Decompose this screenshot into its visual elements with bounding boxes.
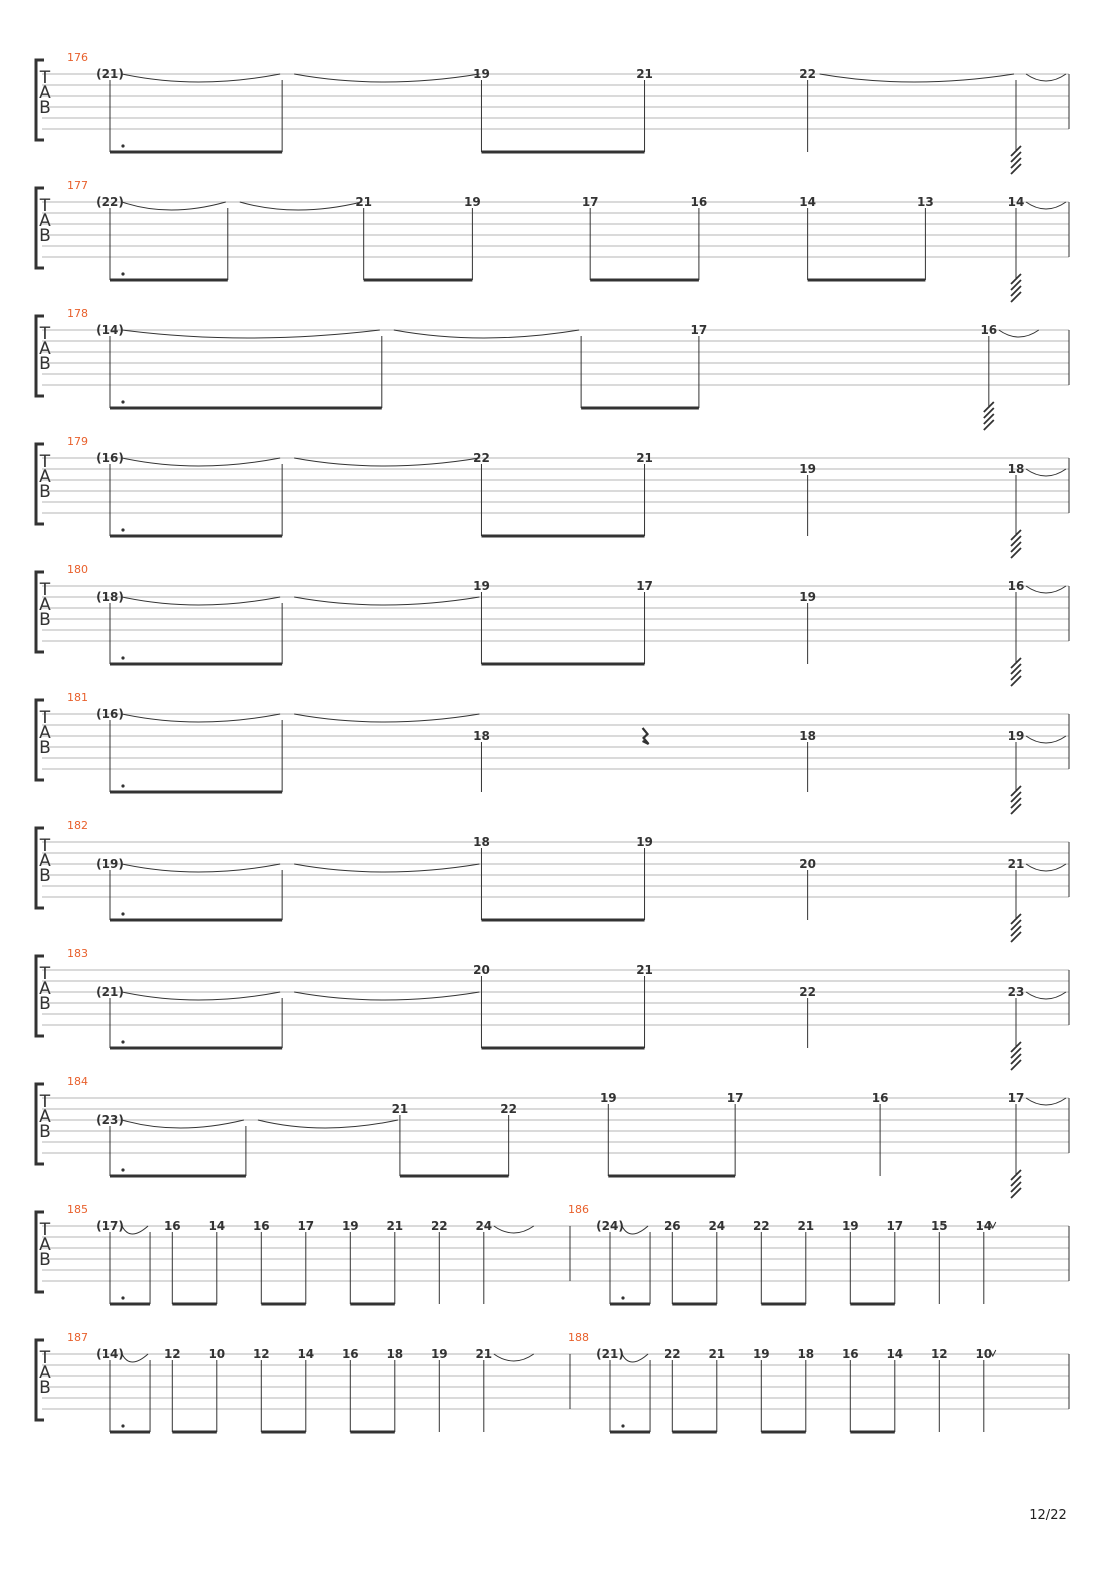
measure — [67, 1331, 534, 1432]
fret-number: 14 — [208, 1219, 226, 1233]
tab-clef-letter: B — [39, 354, 51, 374]
tie-arc — [294, 714, 479, 722]
duration-dot — [621, 1424, 624, 1427]
fret-number: 19 — [341, 1219, 359, 1233]
fret-number: 22 — [500, 1102, 517, 1116]
fret-number: (22) — [96, 195, 124, 209]
tab-clef-letter: T — [39, 1348, 51, 1368]
tab-system — [36, 179, 1069, 302]
tie-arc — [1026, 469, 1066, 476]
fret-number: 16 — [871, 1091, 889, 1105]
tab-clef-letter: A — [39, 979, 51, 999]
measure-number: 188 — [568, 1331, 589, 1344]
tie-arc — [1026, 202, 1066, 209]
fret-number: 19 — [841, 1219, 859, 1233]
fret-number: 14 — [1007, 195, 1025, 209]
tab-clef-letter: B — [39, 98, 51, 118]
fret-number: 19 — [799, 590, 816, 604]
fret-number: 21 — [355, 195, 373, 209]
fret-number: 23 — [1007, 985, 1025, 999]
fret-number: 19 — [1007, 729, 1025, 743]
tie-arc — [999, 330, 1039, 337]
fret-number: 21 — [1007, 857, 1025, 871]
fret-number: 18 — [797, 1347, 815, 1361]
tie-arc — [294, 864, 479, 872]
fret-number: 10 — [975, 1347, 993, 1361]
tab-system — [36, 435, 1069, 558]
tab-system — [36, 307, 1069, 430]
tab-system — [36, 819, 1069, 942]
tab-clef-letter: B — [39, 866, 51, 886]
tie-arc — [622, 1354, 648, 1362]
measure — [67, 563, 1066, 686]
fret-number: 22 — [799, 67, 816, 81]
fret-number: 26 — [663, 1219, 681, 1233]
tab-clef-letter: A — [39, 723, 51, 743]
fret-number: 15 — [930, 1219, 948, 1233]
tab-clef-letter: A — [39, 467, 51, 487]
fret-number: 13 — [917, 195, 934, 209]
tie-arc — [122, 1354, 148, 1362]
fret-number: 21 — [797, 1219, 815, 1233]
fret-number: 21 — [475, 1347, 493, 1361]
duration-dot — [121, 784, 124, 787]
fret-number: 22 — [752, 1219, 770, 1233]
tab-clef-letter: T — [39, 836, 51, 856]
duration-dot — [121, 400, 124, 403]
tab-clef-letter: B — [39, 1250, 51, 1270]
measure — [67, 307, 1039, 430]
fret-number: (24) — [596, 1219, 624, 1233]
tab-system — [36, 1075, 1069, 1198]
measure — [67, 1075, 1066, 1198]
fret-number: 17 — [581, 195, 599, 209]
measure — [67, 1203, 534, 1304]
tie-arc — [122, 1120, 244, 1128]
fret-number: 20 — [799, 857, 816, 871]
fret-number: 12 — [163, 1347, 181, 1361]
tab-clef-letter: A — [39, 1235, 51, 1255]
tie-arc — [122, 992, 280, 1000]
tie-arc — [122, 458, 280, 466]
tie-arc — [820, 74, 1014, 82]
fret-number: 12 — [930, 1347, 948, 1361]
fret-number: 16 — [252, 1219, 270, 1233]
fret-number: 12 — [252, 1347, 270, 1361]
fret-number: (18) — [96, 590, 124, 604]
duration-dot — [121, 528, 124, 531]
tab-clef-letter: B — [39, 610, 51, 630]
fret-number: (16) — [96, 451, 124, 465]
fret-number: 16 — [980, 323, 998, 337]
fret-number: 19 — [430, 1347, 448, 1361]
duration-dot — [121, 272, 124, 275]
tab-system — [36, 691, 1069, 814]
fret-number: 18 — [473, 729, 490, 743]
measure-number: 181 — [67, 691, 88, 704]
fret-number: 14 — [975, 1219, 993, 1233]
fret-number: 20 — [473, 963, 490, 977]
fret-number: 22 — [473, 451, 490, 465]
tab-clef-letter: B — [39, 738, 51, 758]
fret-number: (14) — [96, 1347, 124, 1361]
tie-arc — [1026, 736, 1066, 743]
fret-number: (21) — [96, 67, 124, 81]
measure — [67, 819, 1066, 942]
tie-arc — [240, 202, 362, 210]
fret-number: 21 — [708, 1347, 726, 1361]
tie-arc — [122, 1226, 148, 1234]
fret-number: 22 — [430, 1219, 448, 1233]
measure-number: 179 — [67, 435, 88, 448]
duration-dot — [121, 656, 124, 659]
fret-number: 19 — [473, 579, 490, 593]
fret-number: 16 — [1007, 579, 1025, 593]
tie-arc — [1026, 864, 1066, 871]
tab-clef-letter: B — [39, 994, 51, 1014]
tab-system — [36, 1203, 1069, 1304]
fret-number: (21) — [96, 985, 124, 999]
fret-number: 22 — [799, 985, 816, 999]
tab-clef-letter: A — [39, 1363, 51, 1383]
tab-clef-letter: T — [39, 964, 51, 984]
page-number: 12/22 — [1029, 1508, 1067, 1523]
tab-system — [36, 1331, 1069, 1432]
tie-arc — [294, 458, 479, 466]
fret-number: 24 — [708, 1219, 726, 1233]
fret-number: 16 — [690, 195, 708, 209]
fret-number: (14) — [96, 323, 124, 337]
tie-arc — [494, 1354, 534, 1361]
tie-arc — [122, 330, 380, 338]
measure — [67, 947, 1066, 1070]
duration-dot — [121, 1424, 124, 1427]
fret-number: 18 — [799, 729, 816, 743]
fret-number: 21 — [386, 1219, 404, 1233]
duration-dot — [621, 1296, 624, 1299]
measure-number: 186 — [568, 1203, 589, 1216]
tie-arc — [394, 330, 579, 338]
tab-clef-letter: T — [39, 708, 51, 728]
duration-dot — [121, 144, 124, 147]
fret-number: 17 — [636, 579, 653, 593]
measure — [67, 179, 1066, 302]
fret-number: 17 — [1007, 1091, 1025, 1105]
tie-arc — [1026, 74, 1066, 81]
measure — [67, 435, 1066, 558]
measure — [67, 51, 1066, 174]
measure-number: 176 — [67, 51, 88, 64]
tie-arc — [294, 74, 479, 82]
fret-number: (21) — [596, 1347, 624, 1361]
tab-clef-letter: A — [39, 1107, 51, 1127]
tab-clef-letter: T — [39, 580, 51, 600]
fret-number: 18 — [386, 1347, 404, 1361]
tab-clef-letter: A — [39, 211, 51, 231]
tab-clef-letter: T — [39, 68, 51, 88]
fret-number: 22 — [663, 1347, 681, 1361]
fret-number: 17 — [297, 1219, 315, 1233]
tab-clef-letter: A — [39, 851, 51, 871]
fret-number: (17) — [96, 1219, 124, 1233]
tab-clef-letter: T — [39, 196, 51, 216]
tie-arc — [1026, 1098, 1066, 1105]
fret-number: 19 — [473, 67, 490, 81]
fret-number: (16) — [96, 707, 124, 721]
measure-number: 185 — [67, 1203, 88, 1216]
fret-number: 18 — [473, 835, 490, 849]
fret-number: 17 — [726, 1091, 744, 1105]
fret-number: (19) — [96, 857, 124, 871]
tab-clef-letter: T — [39, 1220, 51, 1240]
tie-arc — [294, 597, 479, 605]
tie-arc — [1026, 992, 1066, 999]
fret-number: 21 — [391, 1102, 409, 1116]
tie-arc — [1026, 586, 1066, 593]
fret-number: 19 — [799, 462, 816, 476]
fret-number: 18 — [1007, 462, 1025, 476]
fret-number: 21 — [636, 963, 653, 977]
tab-clef-letter: T — [39, 324, 51, 344]
fret-number: 19 — [636, 835, 653, 849]
tie-arc — [494, 1226, 534, 1233]
measure — [67, 691, 1066, 814]
tie-arc — [122, 74, 280, 82]
measure-number: 183 — [67, 947, 88, 960]
tab-clef-letter: B — [39, 226, 51, 246]
measure-number: 184 — [67, 1075, 88, 1088]
tab-clef-letter: A — [39, 595, 51, 615]
tab-clef-letter: T — [39, 452, 51, 472]
measure — [568, 1203, 996, 1304]
fret-number: 16 — [841, 1347, 859, 1361]
measure-number: 178 — [67, 307, 88, 320]
tab-clef-letter: A — [39, 83, 51, 103]
tab-clef-letter: A — [39, 339, 51, 359]
fret-number: 10 — [208, 1347, 226, 1361]
duration-dot — [121, 1296, 124, 1299]
measure-number: 177 — [67, 179, 88, 192]
fret-number: 17 — [690, 323, 708, 337]
fret-number: 14 — [799, 195, 816, 209]
tie-arc — [122, 864, 280, 872]
tie-arc — [258, 1120, 398, 1128]
measure-number: 187 — [67, 1331, 88, 1344]
fret-number: (23) — [96, 1113, 124, 1127]
tab-clef-letter: B — [39, 1378, 51, 1398]
measure-number: 182 — [67, 819, 88, 832]
tie-arc — [294, 992, 479, 1000]
tie-arc — [622, 1226, 648, 1234]
tab-clef-letter: B — [39, 1122, 51, 1142]
fret-number: 21 — [636, 67, 653, 81]
fret-number: 24 — [475, 1219, 493, 1233]
measure — [568, 1331, 996, 1432]
tab-system — [36, 51, 1069, 174]
tab-system — [36, 947, 1069, 1070]
measure-number: 180 — [67, 563, 88, 576]
fret-number: 16 — [163, 1219, 181, 1233]
fret-number: 14 — [297, 1347, 315, 1361]
fret-number: 17 — [886, 1219, 904, 1233]
tab-system — [36, 563, 1069, 686]
tab-clef-letter: T — [39, 1092, 51, 1112]
tie-arc — [122, 597, 280, 605]
tie-arc — [122, 202, 226, 210]
fret-number: 19 — [599, 1091, 617, 1105]
fret-number: 19 — [464, 195, 481, 209]
fret-number: 14 — [886, 1347, 904, 1361]
duration-dot — [121, 912, 124, 915]
duration-dot — [121, 1040, 124, 1043]
fret-number: 21 — [636, 451, 653, 465]
fret-number: 16 — [341, 1347, 359, 1361]
duration-dot — [121, 1168, 124, 1171]
fret-number: 19 — [752, 1347, 770, 1361]
tab-clef-letter: B — [39, 482, 51, 502]
tie-arc — [122, 714, 280, 722]
